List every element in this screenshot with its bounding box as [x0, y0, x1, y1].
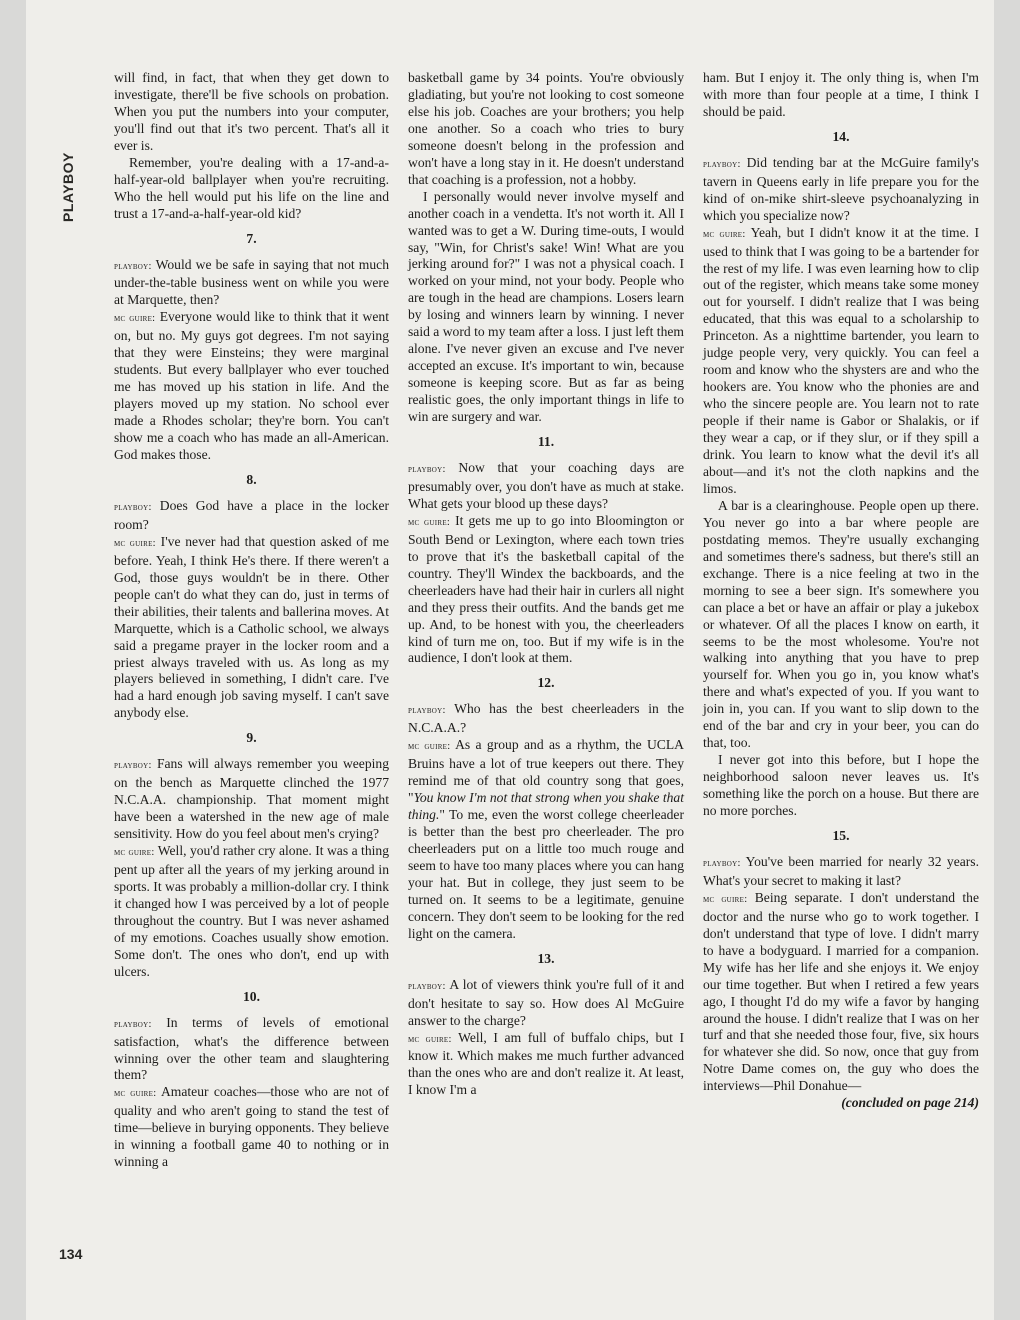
answer: mc guire: I've never had that question asked of me before. Yeah, I think He's there. If there weren't a God, those guys wouldn't be in there. Other people can't do what they can do, just in terms of their abilities, their talents and ballerina moves. At Marquette, which is a Catholic school, we always said a pregame prayer in the locker room and a priest always traveled with us. As long as my players believed in something, I didn't care. I've had a hard enough job saving myself. I can't save anybody else.: [114, 533, 389, 721]
question: playboy: Did tending bar at the McGuire family's tavern in Queens early in life prepare you for the kind of on-mike shirt-sleeve psychoanalyzing in which you specialize now?: [703, 154, 979, 223]
speaker-label: playboy:: [114, 501, 152, 513]
question-number: 9.: [246, 730, 257, 746]
question-number: 8.: [246, 471, 257, 487]
question-number: 10.: [243, 988, 260, 1004]
paragraph: basketball game by 34 points. You're obviously gladiating, but you're not looking to cost someone else his job. Coaches are your brothers; you help one another. So a coach who tries to bury someone doesn't belong in the profession and won't have a long stay in it. He doesn't understand that coaching is a profession, not a hobby.: [408, 70, 684, 187]
speaker-label: playboy:: [408, 980, 446, 992]
speaker-label: mc guire:: [114, 313, 156, 325]
text-column-1: [114, 70, 389, 1171]
question-number: 15.: [832, 827, 850, 843]
speaker-label: playboy:: [703, 158, 741, 170]
question: playboy: Does God have a place in the locker room?: [114, 497, 390, 532]
page-number: 134: [59, 1246, 83, 1262]
speaker-label: playboy:: [114, 760, 152, 772]
question: playboy: In terms of levels of emotional satisfaction, what's the difference between winning over the other team and slaughtering them?: [114, 1014, 390, 1083]
speaker-label: mc guire:: [114, 847, 155, 859]
speaker-label: playboy:: [408, 705, 446, 717]
speaker-label: mc guire:: [114, 537, 156, 549]
speaker-label: playboy:: [703, 857, 741, 869]
question: playboy: Fans will always remember you weeping on the bench as Marquette clinched the 1977 N.C.A.A. championship. That moment might have been a watershed in the new age of male sensitivity. How do you feel about men's crying?: [114, 756, 390, 842]
answer: mc guire: Yeah, but I didn't know it at the time. I used to think that I was going to be a bartender for the rest of my life. I was even learning how to clip out of the register, which means take some money out for yourself. I didn't realize that I was being educated, that this was equal to a scholarship to Princeton. As a nighttime bartender, you learn to judge people very, very quickly. You can feel a room and know who the shysters are and who the hookers are. You know who the phonies are and who the sincere people are. You learn not to rate people if their name is Gabor or Shalakis, or if they wear a cap, or if they slur, or if they spill a drink. You learn to know what the devil it's all about—and it's not the cloth napkins and the limos.: [703, 224, 979, 496]
question: playboy: Would we be safe in saying that not much under-the-table business went on while you were at Marquette, then?: [114, 256, 389, 308]
continued-line: (concluded on page 214): [841, 1095, 979, 1111]
question-number: 14.: [832, 128, 850, 144]
answer: mc guire: Well, you'd rather cry alone. It was a thing pent up after all the years of my jerking around in sports. It was probably a million-dollar cry. I think it changed how I was perceived by a lot of people throughout the country. But I was never ashamed of my emotions. Coaches usually show emotion. Some don't. The ones who don't, end up with ulcers.: [114, 843, 389, 979]
question: playboy: A lot of viewers think you're full of it and don't hesitate to say so. How does Al McGuire answer to the charge?: [408, 976, 684, 1028]
speaker-label: mc guire:: [408, 1033, 452, 1045]
paragraph: ham. But I enjoy it. The only thing is, when I'm with more than four people at a time, I think I should be paid.: [703, 70, 979, 119]
question: playboy: Who has the best cheerleaders in the N.C.A.A.?: [408, 701, 685, 736]
paragraph: A bar is a clearinghouse. People open up there. You never go into a bar where people are postdating memos. They're usually exchanging and sometimes there's sadness, but there's still an exchange. There is a nice feeling at two in the morning to see a beer sign. It's somewhere you can place a bet or have an affair or play a jukebox or whatever. Of all the places I know on earth, it seems to be the most wholesome. You're not walking into anything that you have to prep yourself for. When you go in, you know what's there and what's expected of you. If you want to join in, you can. If you want to slip down to the end of the bar and cry in your beer, you can do that, too.: [703, 497, 979, 751]
masthead-logo: PLAYBOY: [60, 152, 76, 222]
answer: mc guire: Everyone would like to think that it went on, but no. My guys got degrees. I'm not saying that they were Einsteins; they were marginal students. But every ballplayer who ever touched me has moved up his station in life. And the players moved up my station. No school ever made a Rhodes scholar; they're born. You can't show me a coach who has made an all-American. God makes those.: [114, 309, 389, 463]
answer: mc guire: Well, I am full of buffalo chips, but I know it. Which makes me much further advanced than the ones who are and don't realize it. At least, I know I'm a: [408, 1029, 684, 1098]
text-column-2: [408, 70, 684, 1099]
speaker-label: mc guire:: [114, 1088, 157, 1100]
magazine-page: [26, 0, 994, 1320]
speaker-label: playboy:: [114, 260, 152, 272]
question-number: 11.: [537, 434, 555, 450]
song-lyric: You know I'm not that strong when you shake that thing.: [408, 790, 684, 823]
speaker-label: playboy:: [408, 463, 446, 475]
answer: mc guire: Being separate. I don't understand the doctor and the nurse who go to work together. I don't understand that type of love. I didn't marry to have a bodyguard. I married for a companion. My wife has her life and she enjoys it. We enjoy our time together. But when I retired a few years ago, I thought I'd do my wife a favor by hanging around the house. I didn't realize that I was on her turf and that she needed those four, five, six hours for whatever she did. So now, once that guy from Notre Dame comes on, the guy who does the interviews—Phil Donahue—: [703, 889, 979, 1094]
question: playboy: Now that your coaching days are presumably over, you don't have as much at stake. What gets your blood up these days?: [408, 459, 684, 511]
paragraph: will find, in fact, that when they get down to investigate, there'll be five schools on probation. When you put the numbers into your computer, you'll find out that it's two percent. That's all it ever is.: [114, 70, 389, 153]
text-column-3: [703, 70, 979, 1112]
speaker-label: mc guire:: [408, 516, 451, 528]
paragraph: I personally would never involve myself and another coach in a vendetta. It's not worth it. All I wanted was to get a W. During time-outs, I would say, "Win, for Christ's sake! Win! What are you jerking around for?" I was not a physical coach. I worked on your mind, not your body. People who are tough in the head are champions. Losers learn by losing and winners learn by winning. I never said a word to my team after a loss. I just left them alone. I've never given an excuse and I've never accepted an excuse. It's important to win, because someone is keeping score. But as far as being realistic goes, the only important things in life to win are surgery and war.: [408, 188, 684, 425]
speaker-label: mc guire:: [408, 741, 451, 753]
answer: mc guire: As a group and as a rhythm, the UCLA Bruins have a lot of true keepers out there. They remind me of that old country song that goes, "You know I'm not that strong when you shake that thing." To me, even the worst college cheerleader is better than the best pro cheerleader. The pro cheerleaders put on a little too much rouge and seem to have too many places where you can hang your hat. But in college, they just seem to be turned on. It seems to be a legitimate, genuine concern. They don't seem to be looking for the red light on the camera.: [408, 737, 684, 941]
speaker-label: playboy:: [114, 1018, 152, 1030]
paragraph: I never got into this before, but I hope the neighborhood saloon never leaves us. It's something like the porch on a house. But there are no more porches.: [703, 752, 979, 819]
question-number: 13.: [537, 950, 555, 966]
speaker-label: mc guire:: [703, 228, 746, 240]
question: playboy: You've been married for nearly 32 years. What's your secret to making it last?: [703, 853, 979, 888]
question-number: 12.: [537, 675, 555, 691]
paragraph: Remember, you're dealing with a 17-and-a-half-year-old ballplayer when you're recruiting. Who the hell would put his life on the line and trust a 17-and-a-half-year-old kid?: [114, 154, 389, 221]
question-number: 7.: [246, 230, 257, 246]
answer: mc guire: Amateur coaches—those who are not of quality and who aren't going to stand the test of time—believe in burying opponents. They believe in winning a football game 40 to nothing or in winning a: [114, 1084, 389, 1170]
speaker-label: mc guire:: [703, 893, 748, 905]
answer: mc guire: It gets me up to go into Bloomington or South Bend or Lexington, where each town tries to prove that it's the basketball capital of the country. They'll Windex the backboards, and the cheerleaders have had their hair in curlers all night and they press their outfits. And the bands get me up. And, to be honest with you, the cheerleaders kind of turn me on, too. But if my wife is in the audience, I don't look at them.: [408, 512, 684, 666]
